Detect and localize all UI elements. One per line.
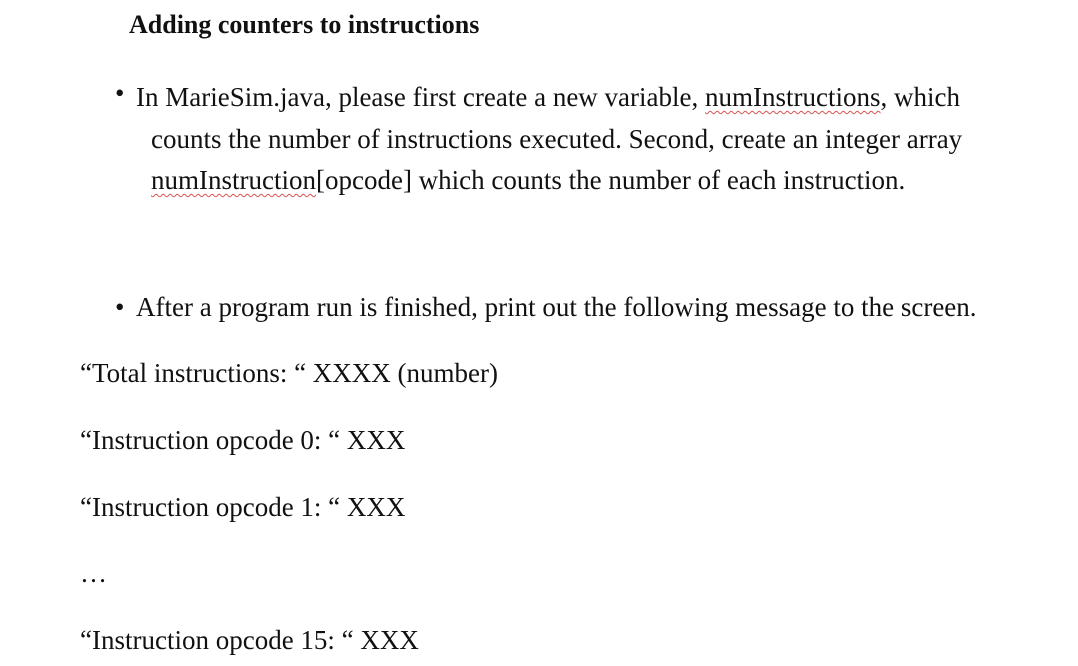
bullet-marker: • [115, 292, 125, 322]
message-line-total: “Total instructions: “ XXXX (number) [80, 358, 499, 388]
bullet-item-create-variable [136, 77, 962, 202]
message-line-opcode-0: “Instruction opcode 0: “ XXX [80, 425, 406, 455]
bullet-line: counts the number of instructions executed. Second, create an integer array [151, 123, 963, 154]
bullet-text-segment: , which [880, 82, 960, 112]
bullet-item-print-message: After a program run is finished, print out the following message to the screen. [136, 292, 977, 322]
message-line-ellipsis: … [80, 558, 107, 588]
bullet-text-segment: [opcode] which counts the number of each instruction. [315, 165, 906, 195]
bullet-marker: • [115, 78, 125, 108]
bullet-line [136, 160, 962, 202]
message-line-opcode-15: “Instruction opcode 15: “ XXX [80, 625, 419, 655]
spellcheck-word: numInstructions [705, 82, 881, 112]
section-heading: Adding counters to instructions [129, 10, 480, 39]
bullet-line [136, 77, 962, 119]
message-line-opcode-1: “Instruction opcode 1: “ XXX [80, 492, 406, 522]
spellcheck-word: numInstruction [151, 165, 316, 195]
bullet-text-segment: In MarieSim.java, please first create a new variable, [136, 82, 705, 112]
